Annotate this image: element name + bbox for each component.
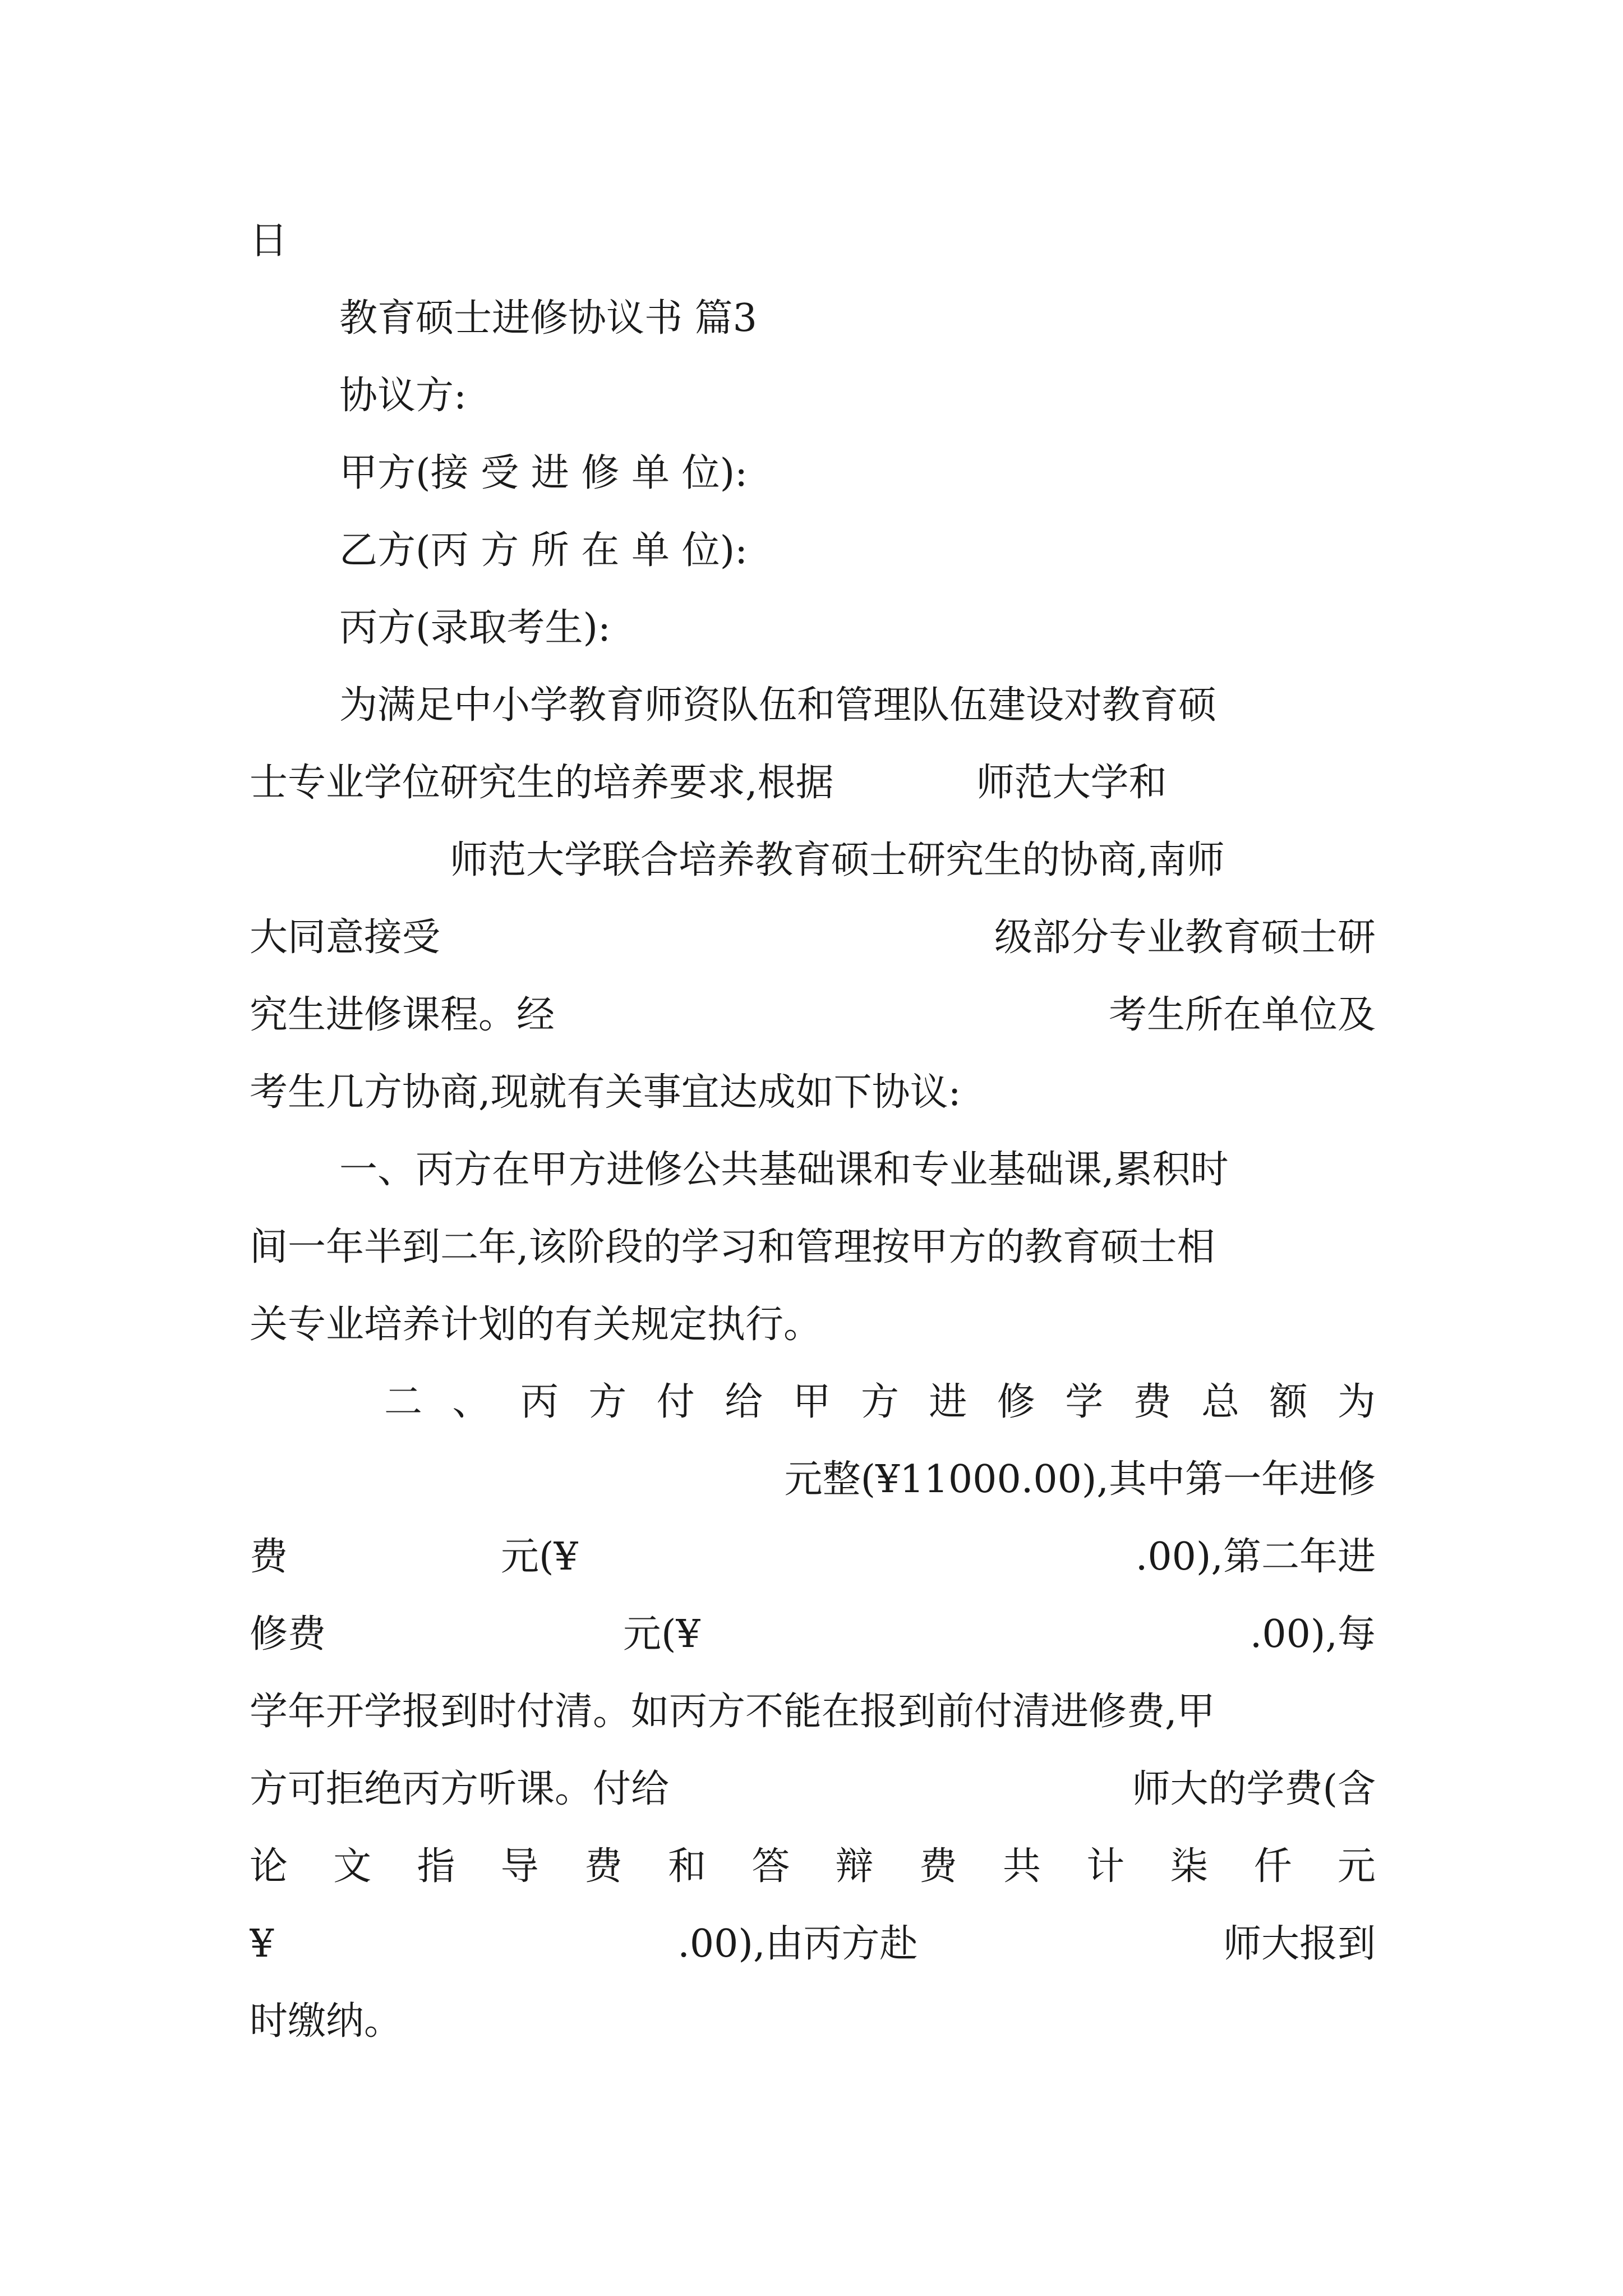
char: 额 <box>1269 1380 1308 1424</box>
text-segment: .00),每 <box>1249 1612 1376 1657</box>
char: 答 <box>751 1844 790 1889</box>
char: 为 <box>1337 1380 1376 1424</box>
paragraph-line: 时缴纳。 <box>250 1999 403 2044</box>
char: 元 <box>1337 1844 1376 1889</box>
char: 文 <box>333 1844 372 1889</box>
text-segment: 师范大学和 <box>976 761 1167 805</box>
char: 丙 <box>520 1380 559 1424</box>
text-segment: 元(¥ <box>501 1535 578 1579</box>
char: 费 <box>584 1844 623 1889</box>
paragraph-line: 一、丙方在甲方进修公共基础课和专业基础课,累积时 <box>339 1148 1229 1192</box>
paragraph-line <box>250 1828 1376 1906</box>
text-segment: 费 <box>250 1535 288 1579</box>
char: 辩 <box>835 1844 874 1889</box>
char: 共 <box>1002 1844 1041 1889</box>
char: 指 <box>417 1844 455 1889</box>
paragraph-line: 间一年半到二年,该阶段的学习和管理按甲方的教育硕士相 <box>250 1225 1215 1269</box>
text-segment: .00),第二年进 <box>1135 1535 1376 1579</box>
paragraph-line: 为满足中小学教育师资队伍和管理队伍建设对教育硕 <box>339 683 1217 728</box>
char: 费 <box>919 1844 957 1889</box>
text-segment: 究生进修课程。经 <box>250 993 555 1037</box>
party-b-line: 乙方(丙 方 所 在 单 位): <box>339 528 748 573</box>
text-segment: 大同意接受 <box>250 915 441 960</box>
text-segment: 元(¥ <box>623 1612 700 1657</box>
paragraph-line <box>250 976 1376 1055</box>
paragraph-line: 师范大学联合培养教育硕士研究生的协商,南师 <box>450 838 1225 882</box>
char: 费 <box>1133 1380 1172 1424</box>
text-segment: 士专业学位研究生的培养要求,根据 <box>250 761 834 805</box>
parties-label: 协议方: <box>339 374 467 418</box>
paragraph-line: 元整(¥11000.00),其中第一年进修 <box>784 1457 1376 1502</box>
section-title: 教育硕士进修协议书 篇3 <box>339 296 757 341</box>
char: 付 <box>656 1380 695 1424</box>
text-line: 日 <box>250 219 288 263</box>
char: 修 <box>997 1380 1035 1424</box>
char: 方 <box>588 1380 627 1424</box>
paragraph-line <box>250 744 1376 822</box>
char: 二 <box>384 1380 423 1424</box>
paragraph-line: 学年开学报到时付清。如丙方不能在报到前付清进修费,甲 <box>250 1690 1215 1734</box>
char: 进 <box>929 1380 967 1424</box>
paragraph-line <box>250 899 1376 977</box>
party-c-line: 丙方(录取考生): <box>339 606 611 650</box>
text-segment: 师大的学费(含 <box>1132 1767 1376 1811</box>
paragraph-line <box>250 1595 1376 1674</box>
text-segment: 师大报到 <box>1223 1922 1376 1966</box>
text-segment: .00),由丙方赴 <box>677 1922 918 1966</box>
char: 甲 <box>792 1380 831 1424</box>
char: 论 <box>250 1844 288 1889</box>
char: 计 <box>1086 1844 1125 1889</box>
char: 方 <box>860 1380 899 1424</box>
char: 给 <box>725 1380 763 1424</box>
text-segment: 方可拒绝丙方听课。付给 <box>250 1767 670 1811</box>
char: 学 <box>1065 1380 1104 1424</box>
text-segment: 级部分专业教育硕士研 <box>994 915 1376 960</box>
text-segment: ¥ <box>250 1922 274 1966</box>
paragraph-line: 考生几方协商,现就有关事宜达成如下协议: <box>250 1070 961 1115</box>
paragraph-line <box>384 1363 1376 1442</box>
paragraph-line <box>250 1750 1376 1829</box>
char: 柒 <box>1170 1844 1209 1889</box>
paragraph-line <box>250 1905 1376 1984</box>
char: 导 <box>500 1844 539 1889</box>
text-segment: 修费 <box>250 1612 326 1657</box>
text-segment: 考生所在单位及 <box>1108 993 1376 1037</box>
paragraph-line: 关专业培养计划的有关规定执行。 <box>250 1303 822 1347</box>
char: 仟 <box>1253 1844 1292 1889</box>
party-a-line: 甲方(接 受 进 修 单 位): <box>339 451 748 495</box>
char: 、 <box>452 1380 491 1424</box>
char: 和 <box>668 1844 707 1889</box>
paragraph-line <box>250 1518 1376 1596</box>
char: 总 <box>1201 1380 1240 1424</box>
